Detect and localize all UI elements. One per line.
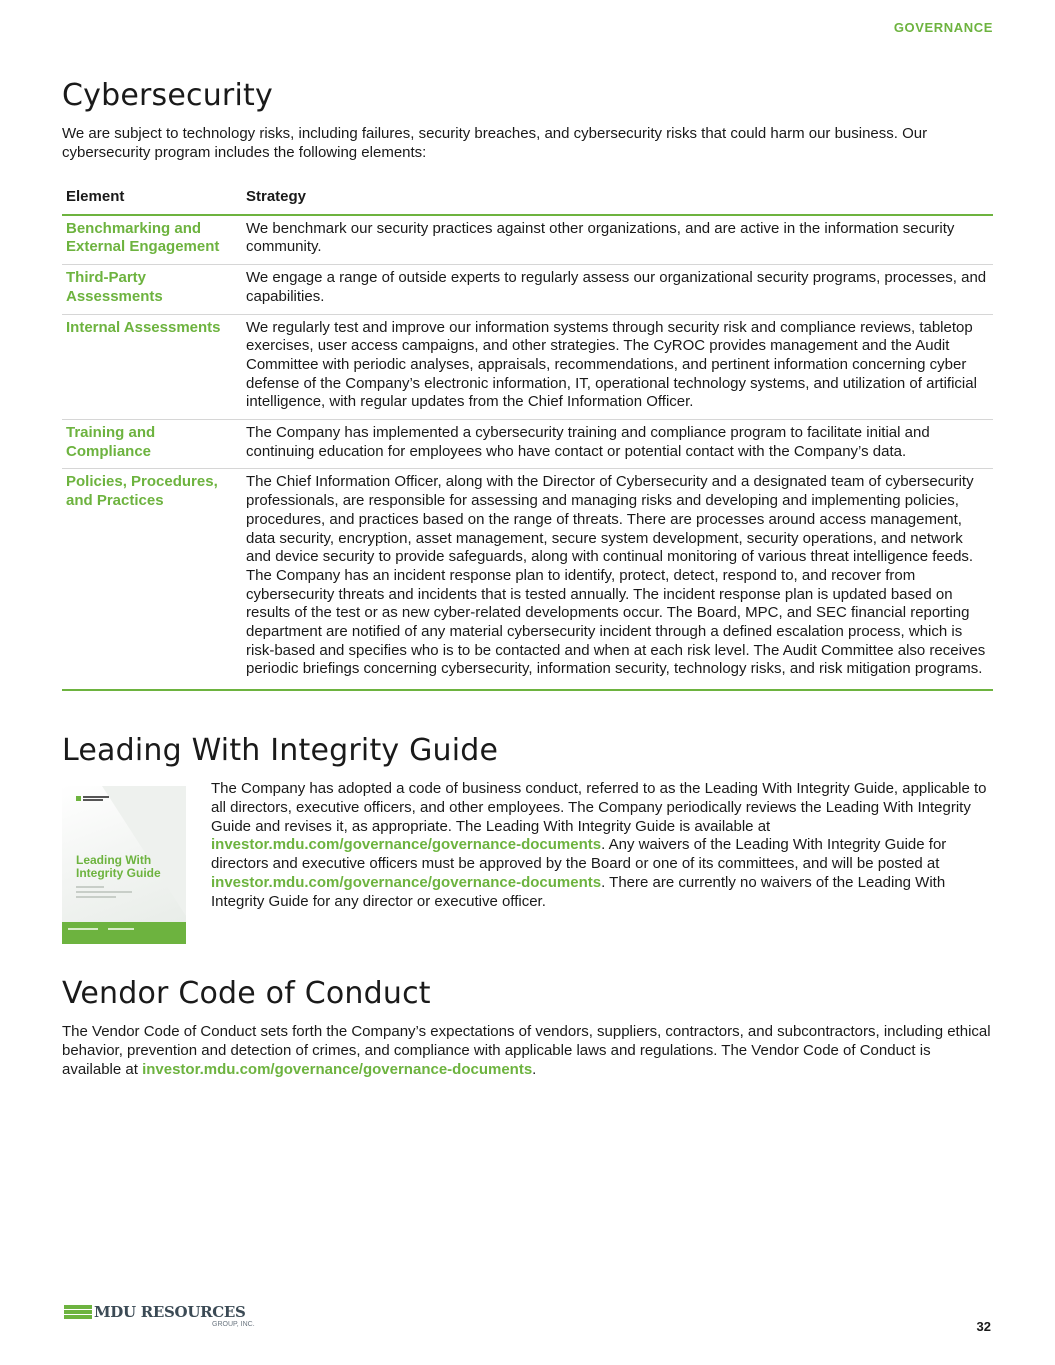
vendor-code-heading: Vendor Code of Conduct bbox=[62, 976, 431, 1011]
element-cell: Internal Assessments bbox=[62, 314, 242, 420]
strategy-cell: We regularly test and improve our information systems through security risk and compliance reviews, tabletop exercises, user access campaigns, and other strategies. The CyROC provides management and the Audit Committee with periodic analyses, appraisals, recommendations, and pertinent information concerning cyber defense of the Company’s electronic information, IT, operational technology systems, and utilization of artificial intelligence, with regular updates from the Chief Information Officer. bbox=[242, 314, 993, 420]
element-column-header: Element bbox=[62, 185, 242, 215]
table-header-row bbox=[62, 185, 993, 215]
table-row bbox=[62, 215, 993, 265]
logo-bars-icon bbox=[64, 1305, 92, 1319]
integrity-guide-heading: Leading With Integrity Guide bbox=[62, 733, 499, 768]
integrity-logo-icon bbox=[76, 794, 116, 804]
integrity-text-part: . Any waivers of the Leading With Integrity Guide for directors and executive officers must be approved by the Board or one of its committees, and will be posted at bbox=[211, 836, 947, 873]
vendor-text-part: The Vendor Code of Conduct sets forth the Company’s expectations of vendors, suppliers, contractors, and subcontractors, including ethical behavior, prevention and detection of crimes, and compliance with applicable laws and regulations. The Vendor Code of Conduct is available at bbox=[62, 1023, 991, 1078]
strategy-cell: The Company has implemented a cybersecurity training and compliance program to facilitate initial and continuing education for employees who have contact or potential contact with the Company’s data. bbox=[242, 420, 993, 469]
element-cell: Third-Party Assessments bbox=[62, 265, 242, 314]
logo-subtitle: GROUP, INC. bbox=[212, 1321, 255, 1328]
strategy-cell: We benchmark our security practices against other organizations, and are active in the information security community. bbox=[242, 215, 993, 265]
strategy-cell: The Chief Information Officer, along with the Director of Cybersecurity and a designated team of cybersecurity professionals, are responsible for assessing and managing risks and developing and implementing policies, procedures, and practices based on the range of threats. There are processes around access management, data security, encryption, asset management, secure system development, security operations, and network and device security to provide safeguards, along with continual monitoring of various threat intelligence feeds. The Company has an incident response plan to identify, protect, detect, respond to, and recover from cybersecurity threats and incidents that is tested annually. The incident response plan is updated based on results of the test or as new cyber-related developments occur. The Board, MPC, and SEC financial reporting department are notified of any material cybersecurity incident through a defined escalation process, which is risk-based and specifies who is to be contacted and when at each risk level. The Audit Committee also receives periodic briefings concerning cybersecurity, information security, technology risks, and risk mitigation programs. bbox=[242, 469, 993, 690]
integrity-text-part: . There are currently no waivers of the Leading With Integrity Guide for any director or executive officer. bbox=[211, 873, 946, 910]
integrity-guide-cover-image bbox=[62, 786, 186, 944]
vendor-text-part: . bbox=[532, 1060, 537, 1078]
table-row bbox=[62, 314, 993, 420]
table-row bbox=[62, 265, 993, 314]
cover-title: Leading With Integrity Guide bbox=[76, 853, 161, 880]
cybersecurity-table bbox=[62, 185, 993, 691]
integrity-guide-text bbox=[211, 780, 993, 912]
governance-documents-link[interactable]: investor.mdu.com/governance/governance-documents bbox=[211, 836, 602, 854]
element-cell: Policies, Procedures, and Practices bbox=[62, 469, 242, 690]
cybersecurity-heading: Cybersecurity bbox=[62, 78, 273, 113]
element-cell: Training and Compliance bbox=[62, 420, 242, 469]
logo-name: MDU RESOURCES bbox=[94, 1303, 246, 1321]
cybersecurity-intro: We are subject to technology risks, including failures, security breaches, and cybersecurity risks that could harm our business. Our cybersecurity program includes the following elements: bbox=[62, 125, 928, 161]
table-row bbox=[62, 420, 993, 469]
strategy-cell: We engage a range of outside experts to regularly assess our organizational security programs, processes, and capabilities. bbox=[242, 265, 993, 314]
strategy-column-header: Strategy bbox=[242, 185, 993, 215]
element-cell: Benchmarking and External Engagement bbox=[62, 215, 242, 265]
integrity-text-part: The Company has adopted a code of business conduct, referred to as the Leading With Integrity Guide, applicable to all directors, executive officers, and other employees. The Company periodically reviews the Leading With Integrity Guide and revises it, as appropriate. The Leading With Integrity Guide is available at bbox=[211, 780, 987, 835]
table-row bbox=[62, 469, 993, 690]
page-number: 32 bbox=[976, 1319, 991, 1334]
section-label: GOVERNANCE bbox=[893, 20, 993, 35]
vendor-code-text bbox=[62, 1023, 993, 1079]
governance-documents-link[interactable]: investor.mdu.com/governance/governance-documents bbox=[211, 873, 602, 891]
governance-documents-link[interactable]: investor.mdu.com/governance/governance-documents bbox=[142, 1060, 533, 1078]
